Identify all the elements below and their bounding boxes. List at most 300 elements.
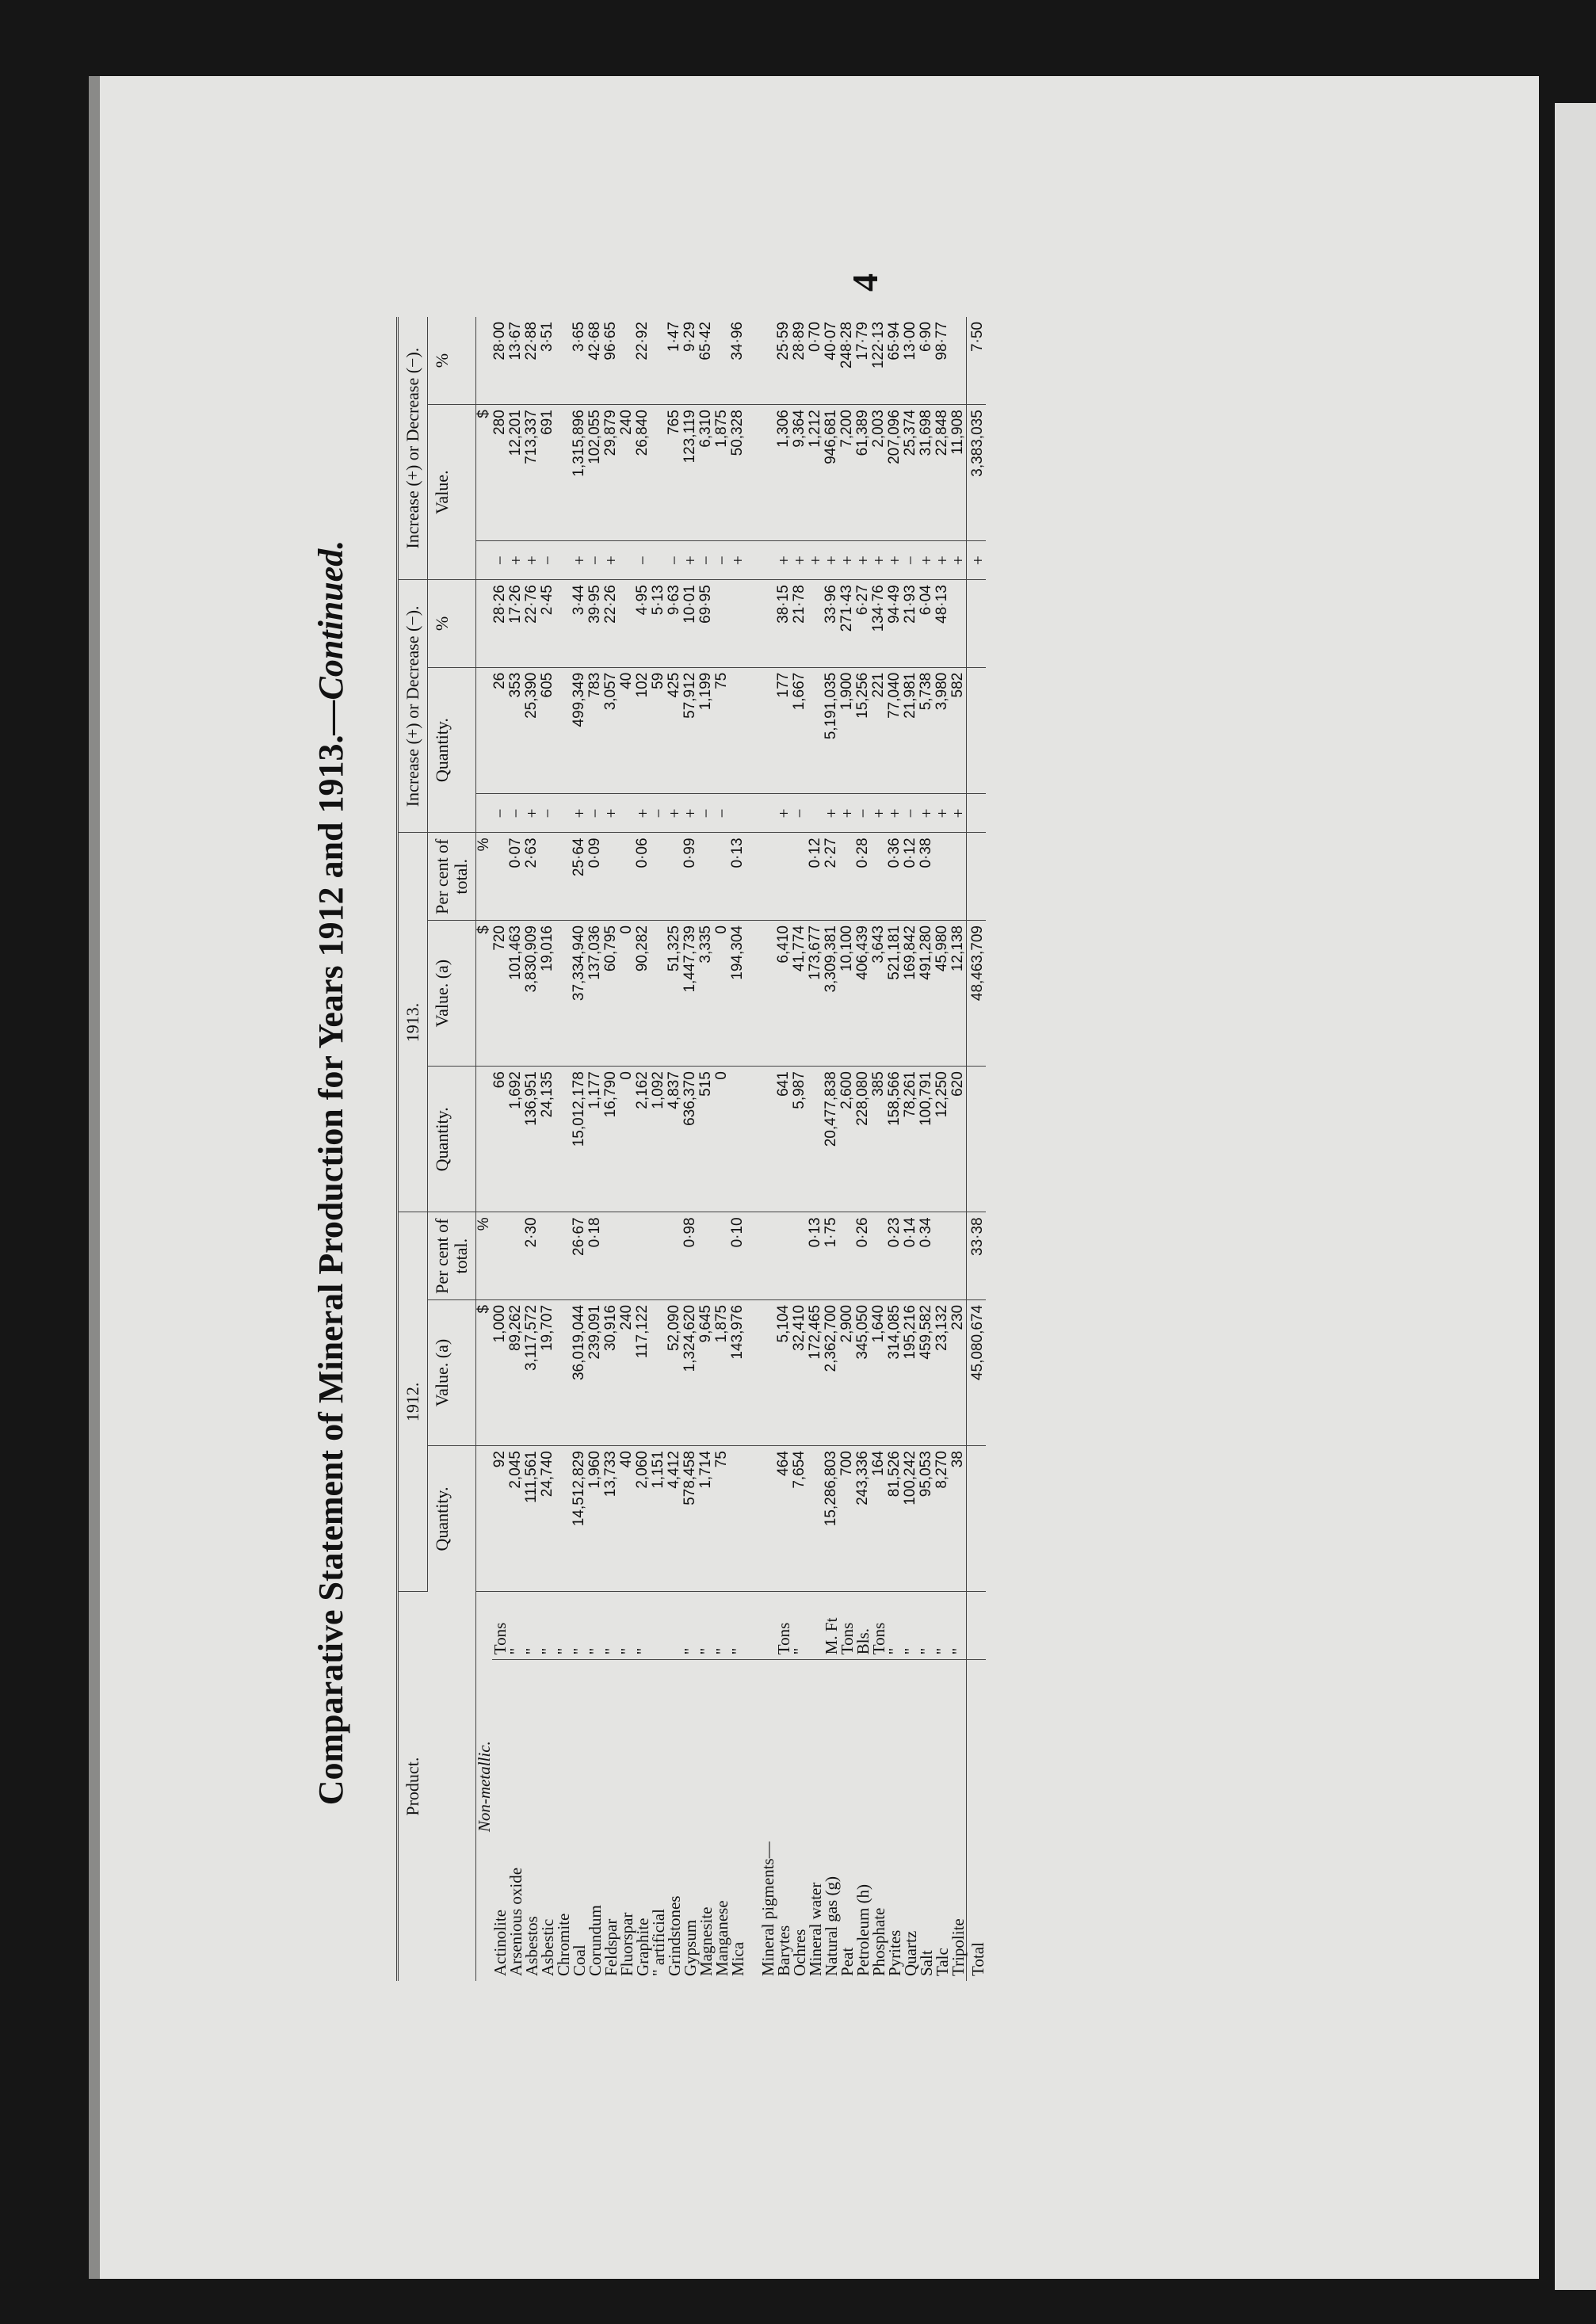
value-change: 12,201 <box>508 405 524 541</box>
qty-1913: 228,080 <box>855 1067 871 1212</box>
qty-1913: 20,477,838 <box>823 1067 839 1212</box>
qty-change-pct: 21·78 <box>792 580 808 668</box>
product-name: Graphite <box>633 1918 652 1976</box>
qty-change: 1,667 <box>792 667 808 794</box>
header-increase-value: Increase (+) or Decrease (−). <box>398 317 428 580</box>
value-1913: 173,677 <box>808 921 823 1067</box>
value-1912: 30,916 <box>603 1299 619 1445</box>
header-qty-1913: Quantity. <box>428 1067 476 1212</box>
value-change: 31,698 <box>918 405 934 541</box>
header-inc-value-pct: % <box>428 317 476 405</box>
value-1913: 51,325 <box>666 921 682 1067</box>
pct-1912: 1·75 <box>823 1212 839 1300</box>
qty-change-pct: 2·45 <box>540 580 556 668</box>
value-1912: 19,707 <box>540 1299 556 1445</box>
table-row <box>887 317 903 1981</box>
value-1912: 172,465 <box>808 1299 823 1445</box>
value-change: 240 <box>619 405 635 541</box>
unit: " <box>918 1592 934 1660</box>
pct-1912 <box>508 1212 524 1300</box>
value-1913: 406,439 <box>855 921 871 1067</box>
value-change-pct: 0·70 <box>808 317 823 405</box>
pct-1913 <box>839 833 855 921</box>
value-change-sign: − <box>587 541 603 580</box>
pct-1912 <box>666 1212 682 1300</box>
qty-1912: 2,060 <box>635 1446 651 1592</box>
pct-1912: 0·14 <box>903 1212 918 1300</box>
product-name: Corundum <box>586 1905 605 1976</box>
value-change: 1,306 <box>776 405 792 541</box>
qty-change-sign <box>619 794 635 833</box>
unit: Tons <box>871 1592 887 1660</box>
value-change: 11,908 <box>950 405 967 541</box>
value-1913: 3,643 <box>871 921 887 1067</box>
pct-1913: 0·12 <box>808 833 823 921</box>
value-1913: 3,335 <box>698 921 714 1067</box>
qty-1913: 12,250 <box>934 1067 950 1212</box>
value-change-pct <box>950 317 967 405</box>
total-value-change: 3,383,035 <box>967 405 987 541</box>
pct-1913: 0·36 <box>887 833 903 921</box>
product-name: " artificial <box>649 1909 668 1976</box>
qty-change-sign: − <box>698 794 714 833</box>
title-text: Comparative Statement of Mineral Production for Years 1912 and 1913. <box>311 735 350 1806</box>
qty-1912: 75 <box>714 1446 730 1592</box>
pct-1913: 0·38 <box>918 833 934 921</box>
pct-1912 <box>556 1212 571 1300</box>
qty-change-pct: 6·27 <box>855 580 871 668</box>
value-1913: 1,447,739 <box>682 921 698 1067</box>
unit: " <box>556 1592 571 1660</box>
qty-1912: 8,270 <box>934 1446 950 1592</box>
value-change-pct: 13·67 <box>508 317 524 405</box>
value-change-sign: + <box>808 541 823 580</box>
qty-change-sign <box>760 794 776 833</box>
value-1913: 3,309,381 <box>823 921 839 1067</box>
table-row <box>903 317 918 1981</box>
value-change: 25,374 <box>903 405 918 541</box>
value-1913: 60,795 <box>603 921 619 1067</box>
qty-change-sign: + <box>776 794 792 833</box>
qty-change-sign: + <box>871 794 887 833</box>
value-change: 765 <box>666 405 682 541</box>
value-change-sign: + <box>839 541 855 580</box>
value-change-sign: − <box>698 541 714 580</box>
value-change: 691 <box>540 405 556 541</box>
pct-1913: 0·06 <box>635 833 651 921</box>
value-change-pct: 65·42 <box>698 317 714 405</box>
table-row <box>934 317 950 1981</box>
value-1913: 0 <box>714 921 730 1067</box>
pct-1913 <box>540 833 556 921</box>
header-increase-quantity: Increase (+) or Decrease (−). <box>398 580 428 833</box>
table-row <box>524 317 540 1981</box>
qty-change-pct <box>730 580 746 668</box>
qty-change-pct: 9·63 <box>666 580 682 668</box>
unit <box>666 1592 682 1660</box>
dollar-1912: $ <box>476 1299 493 1445</box>
value-change-sign: − <box>666 541 682 580</box>
value-change-pct: 22·88 <box>524 317 540 405</box>
qty-change-pct: 94·49 <box>887 580 903 668</box>
qty-1913 <box>808 1067 823 1212</box>
total-value-1913: 48,463,709 <box>967 921 987 1067</box>
pct-1913 <box>556 833 571 921</box>
value-1913: 6,410 <box>776 921 792 1067</box>
value-change-sign <box>651 541 666 580</box>
unit: " <box>934 1592 950 1660</box>
value-1912: 2,900 <box>839 1299 855 1445</box>
value-change-pct: 1·47 <box>666 317 682 405</box>
pct-1913 <box>792 833 808 921</box>
pct-1913 <box>776 833 792 921</box>
value-1912: 239,091 <box>587 1299 603 1445</box>
qty-1913: 4,837 <box>666 1067 682 1212</box>
value-1913: 194,304 <box>730 921 746 1067</box>
value-1912: 1,000 <box>492 1299 508 1445</box>
value-change: 2,003 <box>871 405 887 541</box>
unit: " <box>603 1592 619 1660</box>
value-1912: 1,324,620 <box>682 1299 698 1445</box>
value-change-sign <box>619 541 635 580</box>
qty-change-sign: − <box>492 794 508 833</box>
qty-1913 <box>760 1067 776 1212</box>
qty-1913: 100,791 <box>918 1067 934 1212</box>
page-title <box>311 333 351 2013</box>
qty-change: 605 <box>540 667 556 794</box>
qty-change-sign: − <box>540 794 556 833</box>
value-change: 29,879 <box>603 405 619 541</box>
qty-change-sign <box>556 794 571 833</box>
table-row <box>682 317 698 1981</box>
qty-change-sign: + <box>571 794 587 833</box>
value-1912: 459,582 <box>918 1299 934 1445</box>
qty-change: 221 <box>871 667 887 794</box>
qty-1913: 24,135 <box>540 1067 556 1212</box>
table-row <box>730 317 746 1981</box>
qty-1913: 2,162 <box>635 1067 651 1212</box>
unit: " <box>587 1592 603 1660</box>
dollar-increase: $ <box>476 405 493 541</box>
value-change-pct: 40·07 <box>823 317 839 405</box>
qty-change: 582 <box>950 667 967 794</box>
qty-change-sign: + <box>666 794 682 833</box>
qty-change-sign: + <box>635 794 651 833</box>
unit: " <box>682 1592 698 1660</box>
value-change-sign: + <box>950 541 967 580</box>
value-change-sign: − <box>540 541 556 580</box>
value-change: 102,055 <box>587 405 603 541</box>
value-1912: 230 <box>950 1299 967 1445</box>
total-value-change-pct: 7·50 <box>967 317 987 405</box>
qty-1913: 385 <box>871 1067 887 1212</box>
pct-1913 <box>666 833 682 921</box>
table-row <box>808 317 823 1981</box>
qty-change: 177 <box>776 667 792 794</box>
total-label: Total <box>967 1660 987 1981</box>
value-change: 9,364 <box>792 405 808 541</box>
pct-1913: 25·64 <box>571 833 587 921</box>
header-qty-1912: Quantity. <box>428 1446 476 1592</box>
pct-1912 <box>540 1212 556 1300</box>
qty-change-sign: − <box>903 794 918 833</box>
value-1913 <box>556 921 571 1067</box>
qty-1912: 95,053 <box>918 1446 934 1592</box>
qty-change-pct: 6·04 <box>918 580 934 668</box>
pct-1912 <box>871 1212 887 1300</box>
value-change-sign <box>760 541 776 580</box>
qty-1913: 15,012,178 <box>571 1067 587 1212</box>
qty-1913: 1,177 <box>587 1067 603 1212</box>
value-1913: 169,842 <box>903 921 918 1067</box>
value-1912 <box>556 1299 571 1445</box>
table-row <box>587 317 603 1981</box>
value-1913: 41,774 <box>792 921 808 1067</box>
unit: " <box>903 1592 918 1660</box>
value-1912: 195,216 <box>903 1299 918 1445</box>
qty-1912: 13,733 <box>603 1446 619 1592</box>
value-change-pct: 25·59 <box>776 317 792 405</box>
dollar-1913: $ <box>476 921 493 1067</box>
qty-change-pct: 69·95 <box>698 580 714 668</box>
qty-change-pct: 4·95 <box>635 580 651 668</box>
value-1912: 240 <box>619 1299 635 1445</box>
product-name: Quartz <box>901 1930 920 1976</box>
value-change-pct: 9·29 <box>682 317 698 405</box>
value-change-sign: + <box>524 541 540 580</box>
header-1913: 1913. <box>398 833 428 1212</box>
product-name: Coal <box>570 1944 589 1976</box>
total-change-sign: + <box>967 541 987 580</box>
qty-1912: 81,526 <box>887 1446 903 1592</box>
product-name: Petroleum (h) <box>853 1883 872 1976</box>
pct-1912: 26·67 <box>571 1212 587 1300</box>
qty-change-sign <box>808 794 823 833</box>
pct-1913: 2·27 <box>823 833 839 921</box>
value-1913: 0 <box>619 921 635 1067</box>
qty-change: 59 <box>651 667 666 794</box>
unit: " <box>730 1592 746 1660</box>
unit: Tons <box>776 1592 792 1660</box>
qty-1913: 158,566 <box>887 1067 903 1212</box>
value-change: 123,119 <box>682 405 698 541</box>
product-name: Peat <box>838 1947 857 1976</box>
value-1913: 10,100 <box>839 921 855 1067</box>
pct-1912 <box>698 1212 714 1300</box>
qty-1912: 14,512,829 <box>571 1446 587 1592</box>
qty-change-sign: − <box>587 794 603 833</box>
pct-1912: 0·13 <box>808 1212 823 1300</box>
pct-sym-1912: % <box>476 1212 493 1300</box>
qty-change-sign: + <box>887 794 903 833</box>
value-1913: 137,036 <box>587 921 603 1067</box>
table-row <box>651 317 666 1981</box>
value-1913: 19,016 <box>540 921 556 1067</box>
value-change-pct: 122·13 <box>871 317 887 405</box>
pct-1912 <box>714 1212 730 1300</box>
header-pct-1913: Per cent of total. <box>428 833 476 921</box>
value-change-pct: 65·94 <box>887 317 903 405</box>
qty-change <box>730 667 746 794</box>
qty-1913: 636,370 <box>682 1067 698 1212</box>
unit: " <box>792 1592 808 1660</box>
product-name: Magnesite <box>697 1906 716 1976</box>
value-1913: 45,980 <box>934 921 950 1067</box>
product-name: Salt <box>917 1950 936 1976</box>
qty-change: 1,900 <box>839 667 855 794</box>
qty-1912: 4,412 <box>666 1446 682 1592</box>
product-name: Natural gas (g) <box>822 1876 841 1976</box>
value-change-sign: − <box>635 541 651 580</box>
qty-change <box>760 667 776 794</box>
qty-change: 425 <box>666 667 682 794</box>
table-row <box>666 317 682 1981</box>
pct-1912: 0·23 <box>887 1212 903 1300</box>
qty-1912: 164 <box>871 1446 887 1592</box>
value-1913 <box>651 921 666 1067</box>
value-1912: 143,976 <box>730 1299 746 1445</box>
product-name: Mica <box>728 1941 747 1976</box>
qty-change-sign <box>730 794 746 833</box>
pct-1913 <box>619 833 635 921</box>
value-1912: 3,117,572 <box>524 1299 540 1445</box>
qty-1913: 5,987 <box>792 1067 808 1212</box>
header-value-1913: Value. (a) <box>428 921 476 1067</box>
pct-1913 <box>603 833 619 921</box>
value-change <box>651 405 666 541</box>
value-change-pct: 28·89 <box>792 317 808 405</box>
qty-change-sign: − <box>714 794 730 833</box>
value-1913: 101,463 <box>508 921 524 1067</box>
value-change <box>556 405 571 541</box>
value-change-pct <box>619 317 635 405</box>
value-1912 <box>760 1299 776 1445</box>
qty-change-sign: + <box>603 794 619 833</box>
value-1912: 345,050 <box>855 1299 871 1445</box>
section-non-metallic: Non-metallic. <box>475 1741 494 1833</box>
value-change-sign: + <box>682 541 698 580</box>
pct-1913: 0·13 <box>730 833 746 921</box>
table-row <box>918 317 934 1981</box>
unit: Bls. <box>855 1592 871 1660</box>
value-change: 1,315,896 <box>571 405 587 541</box>
unit: " <box>887 1592 903 1660</box>
value-change-sign: + <box>730 541 746 580</box>
unit: M. Ft <box>823 1592 839 1660</box>
pct-1913 <box>698 833 714 921</box>
qty-1912: 92 <box>492 1446 508 1592</box>
qty-change-sign: + <box>839 794 855 833</box>
pct-1912 <box>934 1212 950 1300</box>
qty-change-pct: 39·95 <box>587 580 603 668</box>
pct-1912: 0·26 <box>855 1212 871 1300</box>
qty-1913 <box>730 1067 746 1212</box>
qty-1913: 1,692 <box>508 1067 524 1212</box>
qty-change-pct <box>619 580 635 668</box>
qty-1912: 100,242 <box>903 1446 918 1592</box>
qty-1913: 16,790 <box>603 1067 619 1212</box>
table-row <box>540 317 556 1981</box>
value-1912: 9,645 <box>698 1299 714 1445</box>
value-1912 <box>651 1299 666 1445</box>
value-change: 280 <box>492 405 508 541</box>
value-change-pct <box>651 317 666 405</box>
value-1912: 52,090 <box>666 1299 682 1445</box>
pct-1912: 0·34 <box>918 1212 934 1300</box>
product-name: Arsenious oxide <box>506 1867 525 1976</box>
value-change: 1,875 <box>714 405 730 541</box>
total-pct-1912: 33·38 <box>967 1212 987 1300</box>
qty-1913: 2,600 <box>839 1067 855 1212</box>
value-1912: 117,122 <box>635 1299 651 1445</box>
qty-change: 102 <box>635 667 651 794</box>
value-1912: 5,104 <box>776 1299 792 1445</box>
product-name: Grindstones <box>665 1895 684 1976</box>
value-1912: 23,132 <box>934 1299 950 1445</box>
product-name: Chromite <box>554 1913 573 1976</box>
qty-change <box>556 667 571 794</box>
pct-1913 <box>934 833 950 921</box>
value-change-pct: 13·00 <box>903 317 918 405</box>
pct-1913 <box>651 833 666 921</box>
qty-change-pct: 271·43 <box>839 580 855 668</box>
qty-change: 353 <box>508 667 524 794</box>
qty-1912: 38 <box>950 1446 967 1592</box>
qty-change: 15,256 <box>855 667 871 794</box>
qty-change: 40 <box>619 667 635 794</box>
qty-1913 <box>556 1067 571 1212</box>
qty-change: 5,191,035 <box>823 667 839 794</box>
pct-1912 <box>635 1212 651 1300</box>
product-name: Mineral water <box>806 1882 825 1976</box>
pct-1913 <box>950 833 967 921</box>
product-name: Talc <box>933 1948 952 1976</box>
pct-1912 <box>651 1212 666 1300</box>
value-change-pct <box>714 317 730 405</box>
product-name: Gypsum <box>681 1919 700 1976</box>
qty-change: 26 <box>492 667 508 794</box>
value-change-pct: 22·92 <box>635 317 651 405</box>
value-change-sign <box>556 541 571 580</box>
title-continued: —Continued. <box>311 540 350 735</box>
table-row <box>776 317 792 1981</box>
header-inc-qty: Quantity. <box>428 667 476 833</box>
mineral-production-table <box>396 317 986 1981</box>
value-change: 61,389 <box>855 405 871 541</box>
product-name: Fluorspar <box>617 1912 636 1976</box>
table-row <box>619 317 635 1981</box>
qty-change-sign: + <box>934 794 950 833</box>
pct-1912 <box>603 1212 619 1300</box>
qty-change-pct: 22·76 <box>524 580 540 668</box>
header-product: Product. <box>398 1592 476 1981</box>
qty-change-sign: + <box>950 794 967 833</box>
qty-change-pct: 10·01 <box>682 580 698 668</box>
total-row <box>967 317 987 1981</box>
value-1913: 37,334,940 <box>571 921 587 1067</box>
qty-change: 77,040 <box>887 667 903 794</box>
value-1913: 491,280 <box>918 921 934 1067</box>
pct-1912 <box>776 1212 792 1300</box>
qty-change-sign: + <box>918 794 934 833</box>
table-row <box>571 317 587 1981</box>
facing-page-edge <box>1555 103 1596 2290</box>
qty-change-sign: − <box>855 794 871 833</box>
qty-change <box>808 667 823 794</box>
table-row <box>714 317 730 1981</box>
value-change-pct: 42·68 <box>587 317 603 405</box>
qty-change: 25,390 <box>524 667 540 794</box>
